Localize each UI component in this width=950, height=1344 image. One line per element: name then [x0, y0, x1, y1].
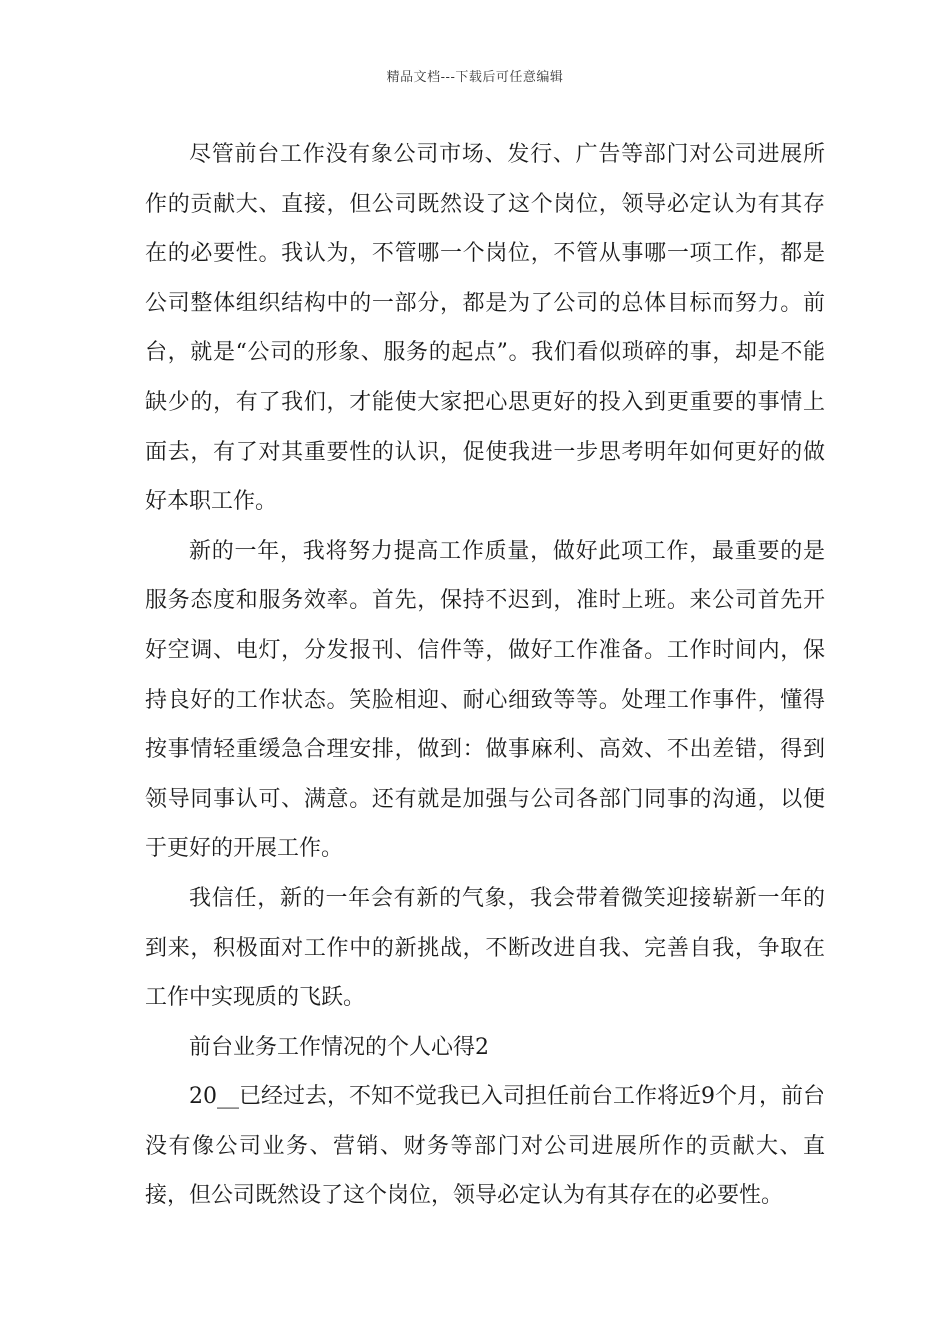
paragraph-4: 20__已经过去，不知不觉我已入司担任前台工作将近9个月，前台没有像公司业务、营销、财务等部门对公司进展所作的贡献大、直接，但公司既然设了这个岗位，领导必定认为有其存在的必要性。 [145, 1084, 825, 1209]
section-heading: 前台业务工作情况的个人心得2 [189, 1034, 489, 1060]
paragraph-1: 尽管前台工作没有象公司市场、发行、广告等部门对公司进展所作的贡献大、直接，但公司既然设了这个岗位，领导必定认为有其存在的必要性。我认为，不管哪一个岗位，不管从事哪一项工作，都是公司整体组织结构中的一部分，都是为了公司的总体目标而努力。前台，就是“公司的形象、服务的起点”。我们看似琐碎的事，却是不能缺少的，有了我们，才能使大家把心思更好的投入到更重要的事情上面去，有了对其重要性的认识，促使我进一步思考明年如何更好的做好本职工作。 [145, 142, 825, 515]
page-header: 精品文档---下载后可任意编辑 [386, 70, 564, 85]
paragraph-3: 我信任，新的一年会有新的气象，我会带着微笑迎接崭新一年的到来，积极面对工作中的新挑战，不断改进自我、完善自我，争取在工作中实现质的飞跃。 [145, 885, 825, 1011]
document-body [145, 130, 825, 1221]
paragraph-2: 新的一年，我将努力提高工作质量，做好此项工作，最重要的是服务态度和服务效率。首先，保持不迟到，准时上班。来公司首先开好空调、电灯，分发报刊、信件等，做好工作准备。工作时间内，保持良好的工作状态。笑脸相迎、耐心细致等等。处理工作事件，懂得按事情轻重缓急合理安排，做到：做事麻利、高效、不出差错，得到领导同事认可、满意。还有就是加强与公司各部门同事的沟通，以便于更好的开展工作。 [145, 538, 825, 862]
